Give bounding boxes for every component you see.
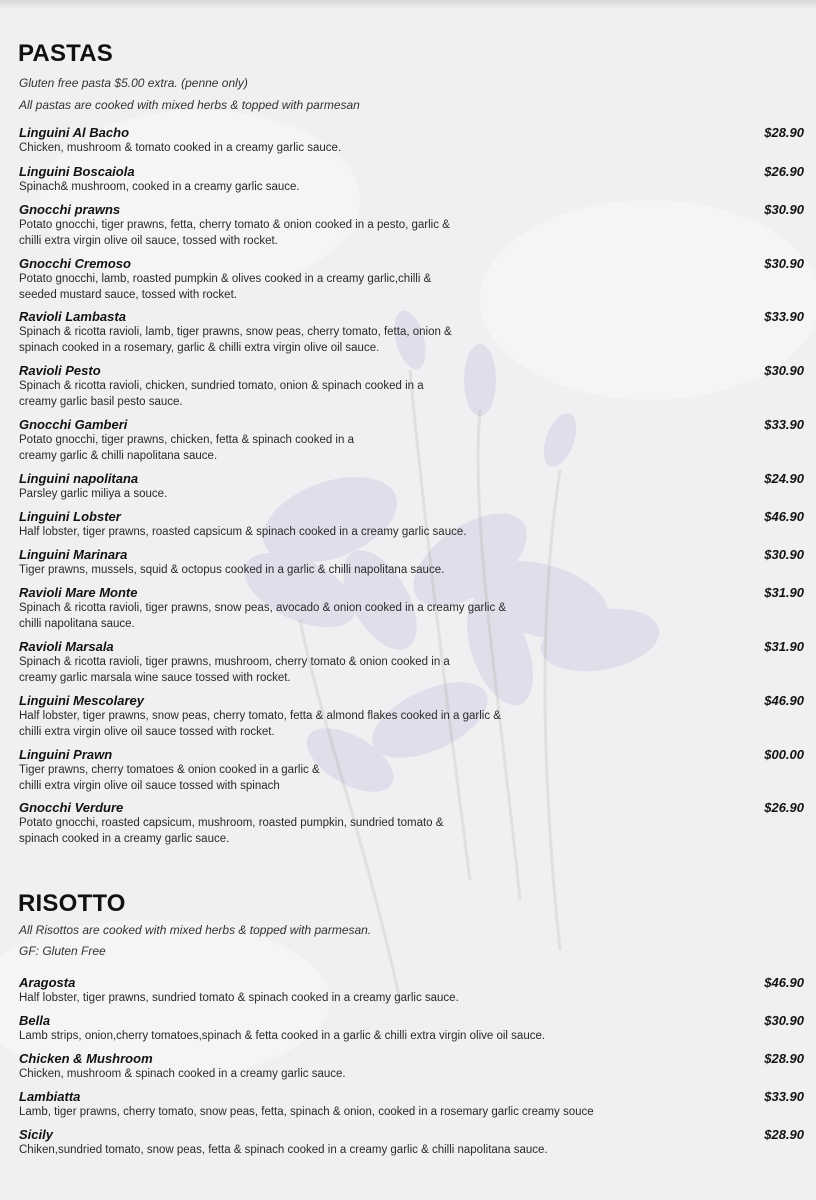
menu-item	[19, 202, 804, 249]
item-name: Linguini Marinara	[19, 547, 128, 562]
item-name: Linguini Prawn	[19, 747, 113, 762]
item-name: Gnocchi Gamberi	[19, 417, 128, 432]
item-price: $30.90	[764, 547, 804, 562]
item-price: $30.90	[764, 363, 804, 378]
item-name: Ravioli Marsala	[19, 639, 114, 654]
menu-item	[19, 800, 804, 847]
item-description: Chiken,sundried tomato, snow peas, fetta & spinach cooked in a creamy garlic & chilli napolitana sauce.	[19, 1144, 548, 1156]
item-name: Ravioli Lambasta	[19, 309, 126, 324]
menu-item	[19, 363, 804, 410]
item-price: $46.90	[764, 509, 804, 524]
menu-item	[19, 1127, 804, 1159]
item-description: Chicken, mushroom & spinach cooked in a creamy garlic sauce.	[19, 1068, 346, 1080]
item-name: Sicily	[19, 1127, 53, 1142]
item-price: $26.90	[764, 164, 804, 179]
item-description: Spinach & ricotta ravioli, chicken, sundried tomato, onion & spinach cooked in a creamy garlic basil pesto sauce.	[19, 380, 424, 408]
item-price: $46.90	[764, 975, 804, 990]
menu-item	[19, 1051, 804, 1083]
item-description: Half lobster, tiger prawns, sundried tomato & spinach cooked in a creamy garlic sauce.	[19, 992, 459, 1004]
item-description: Spinach& mushroom, cooked in a creamy garlic sauce.	[19, 181, 300, 193]
item-name: Gnocchi Cremoso	[19, 256, 131, 271]
item-description: Lamb, tiger prawns, cherry tomato, snow peas, fetta, spinach & onion, cooked in a rosemary garlic creamy souce	[19, 1106, 594, 1118]
item-description: Half lobster, tiger prawns, roasted capsicum & spinach cooked in a creamy garlic sauce.	[19, 526, 467, 538]
item-price: $33.90	[764, 309, 804, 324]
item-price: $30.90	[764, 1013, 804, 1028]
menu-item	[19, 125, 804, 157]
menu-item	[19, 975, 804, 1007]
item-price: $28.90	[764, 125, 804, 140]
item-description: Chicken, mushroom & tomato cooked in a creamy garlic sauce.	[19, 142, 342, 154]
item-price: $26.90	[764, 800, 804, 815]
item-name: Linguini Lobster	[19, 509, 121, 524]
item-description: Potato gnocchi, roasted capsicum, mushroom, roasted pumpkin, sundried tomato & spinach cooked in a creamy garlic sauce.	[19, 817, 444, 845]
item-name: Ravioli Mare Monte	[19, 585, 138, 600]
item-description: Lamb strips, onion,cherry tomatoes,spinach & fetta cooked in a garlic & chilli extra virgin olive oil sauce.	[19, 1030, 546, 1042]
item-price: $31.90	[764, 585, 804, 600]
item-description: Half lobster, tiger prawns, snow peas, cherry tomato, fetta & almond flakes cooked in a garlic & chilli extra virgin olive oil sauce tossed with rocket.	[19, 710, 501, 738]
item-name: Aragosta	[19, 975, 76, 990]
menu-item	[19, 256, 804, 303]
item-name: Linguini Al Bacho	[19, 125, 130, 140]
menu-item	[19, 509, 804, 541]
pastas-note-herbs: All pastas are cooked with mixed herbs & topped with parmesan	[19, 98, 360, 112]
menu-item	[19, 585, 804, 632]
item-name: Lambiatta	[19, 1089, 81, 1104]
item-price: $30.90	[764, 256, 804, 271]
menu-item	[19, 417, 804, 464]
item-price: $30.90	[764, 202, 804, 217]
item-name: Bella	[19, 1013, 51, 1028]
item-price: $28.90	[764, 1051, 804, 1066]
menu-item	[19, 693, 804, 740]
menu-item	[19, 164, 804, 196]
menu-item	[19, 1089, 804, 1121]
item-name: Linguini napolitana	[19, 471, 139, 486]
pastas-note-gluten-free: Gluten free pasta $5.00 extra. (penne only)	[19, 76, 248, 90]
item-description: Potato gnocchi, tiger prawns, fetta, cherry tomato & onion cooked in a pesto, garlic & chilli extra virgin olive oil sauce, tossed with rocket.	[19, 219, 450, 247]
menu-item	[19, 471, 804, 503]
menu-item	[19, 1013, 804, 1045]
item-price: $33.90	[764, 1089, 804, 1104]
risotto-note-gluten-free: GF: Gluten Free	[19, 944, 106, 958]
item-description: Parsley garlic miliya a souce.	[19, 488, 168, 500]
menu-item	[19, 639, 804, 686]
item-name: Linguini Mescolarey	[19, 693, 144, 708]
item-name: Ravioli Pesto	[19, 363, 101, 378]
item-description: Spinach & ricotta ravioli, tiger prawns, snow peas, avocado & onion cooked in a creamy garlic & chilli napolitana sauce.	[19, 602, 507, 630]
item-description: Potato gnocchi, lamb, roasted pumpkin & olives cooked in a creamy garlic,chilli & seeded mustard sauce, tossed with rocket.	[19, 273, 432, 301]
menu-item	[19, 309, 804, 356]
risotto-title: RISOTTO	[18, 890, 126, 917]
item-price: $24.90	[764, 471, 804, 486]
item-price: $00.00	[764, 747, 804, 762]
item-name: Chicken & Mushroom	[19, 1051, 153, 1066]
item-description: Tiger prawns, cherry tomatoes & onion cooked in a garlic & chilli extra virgin olive oil sauce tossed with spinach	[19, 764, 320, 792]
item-price: $28.90	[764, 1127, 804, 1142]
item-name: Gnocchi Verdure	[19, 800, 124, 815]
item-price: $31.90	[764, 639, 804, 654]
item-price: $33.90	[764, 417, 804, 432]
item-price: $46.90	[764, 693, 804, 708]
item-name: Linguini Boscaiola	[19, 164, 135, 179]
pastas-title: PASTAS	[18, 40, 113, 67]
item-name: Gnocchi prawns	[19, 202, 121, 217]
menu-item	[19, 747, 804, 794]
item-description: Spinach & ricotta ravioli, tiger prawns, mushroom, cherry tomato & onion cooked in a creamy garlic marsala wine sauce tossed with rocket.	[19, 656, 450, 684]
item-description: Potato gnocchi, tiger prawns, chicken, fetta & spinach cooked in a creamy garlic & chilli napolitana sauce.	[19, 434, 354, 462]
risotto-note-herbs: All Risottos are cooked with mixed herbs & topped with parmesan.	[19, 923, 372, 937]
menu-item	[19, 547, 804, 579]
item-description: Tiger prawns, mussels, squid & octopus cooked in a garlic & chilli napolitana sauce.	[19, 564, 445, 576]
item-description: Spinach & ricotta ravioli, lamb, tiger prawns, snow peas, cherry tomato, fetta, onion & spinach cooked in a rosemary, garlic & chilli extra virgin olive oil sauce.	[19, 326, 452, 354]
